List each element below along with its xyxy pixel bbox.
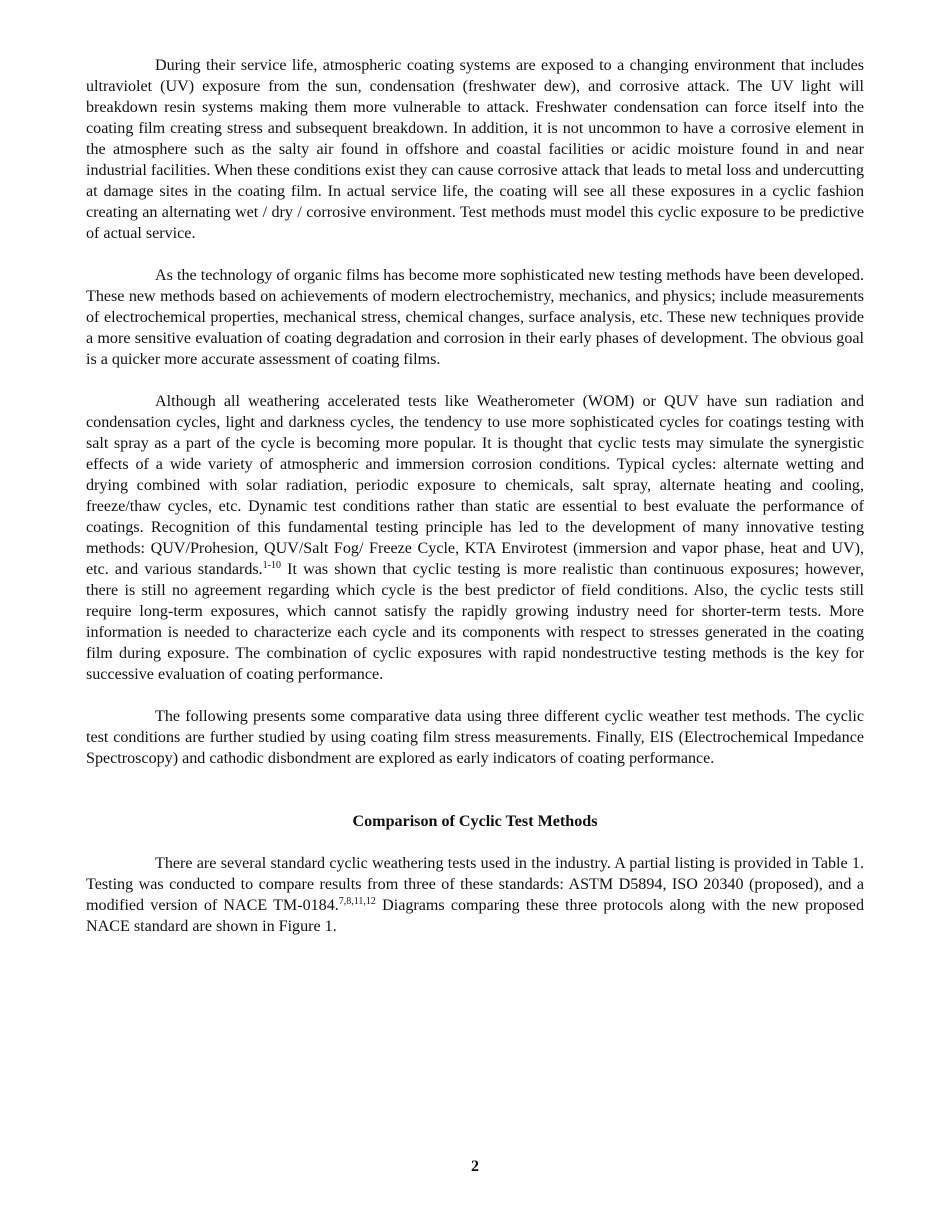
reference-superscript: 7,8,11,12 [338, 896, 376, 907]
paragraph-standard-tests-part-2: Diagrams comparing these three protocols along with the new proposed NACE standard are shown in Figure 1. [86, 897, 864, 935]
paragraph-standard-tests [86, 853, 864, 937]
section-heading: Comparison of Cyclic Test Methods [352, 813, 598, 830]
paragraph-cyclic-tests-part-2: It was shown that cyclic testing is more realistic than continuous exposures; however, there is still no agreement regarding which cycle is the best predictor of field conditions. Also, the cyclic tests still require long-term exposures, which cannot satisfy the rapidly growing industry need for shorter-term tests. More information is needed to characterize each cycle and its components with respect to stresses generated in the coating film during exposure. The combination of cyclic exposures with rapid nondestructive testing methods is the key for successive evaluation of coating performance. [86, 561, 864, 683]
page-number: 2 [471, 1158, 479, 1175]
page-body [86, 55, 864, 937]
paragraph-uv-exposure: During their service life, atmospheric coating systems are exposed to a changing environment that includes ultraviolet (UV) exposure from the sun, condensation (freshwater dew), and corrosive attack. The UV light will breakdown resin systems making them more vulnerable to attack. Freshwater condensation can force itself into the coating film creating stress and subsequent breakdown. In addition, it is not uncommon to have a corrosive element in the atmosphere such as the salty air found in offshore and coastal facilities or acidic moisture found in and near industrial facilities. When these conditions exist they can cause corrosive attack that leads to metal loss and undercutting at damage sites in the coating film. In actual service life, the coating will see all these exposures in a cyclic fashion creating an alternating wet / dry / corrosive environment. Test methods must model this cyclic exposure to be predictive of actual service. [86, 57, 864, 242]
paragraph-new-testing-methods: As the technology of organic films has become more sophisticated new testing methods have been developed. These new methods based on achievements of modern electrochemistry, mechanics, and physics; include measurements of electrochemical properties, mechanical stress, chemical changes, surface analysis, etc. These new techniques provide a more sensitive evaluation of coating degradation and corrosion in their early phases of development. The obvious goal is a quicker more accurate assessment of coating films. [86, 267, 864, 368]
reference-superscript: 1-10 [262, 560, 281, 571]
paragraph-cyclic-tests [86, 391, 864, 685]
paragraph-standard-tests-part-1: There are several standard cyclic weathering tests used in the industry. A partial listing is provided in Table 1. Testing was conducted to compare results from three of these standards: ASTM D5894, ISO 20340 (proposed), and a modified version of NACE TM-0184. [86, 855, 864, 914]
paragraph-comparative-data: The following presents some comparative data using three different cyclic weather test methods. The cyclic test conditions are further studied by using coating film stress measurements. Finally, EIS (Electrochemical Impedance Spectroscopy) and cathodic disbondment are explored as early indicators of coating performance. [86, 708, 864, 767]
paragraph-cyclic-tests-part-1: Although all weathering accelerated tests like Weatherometer (WOM) or QUV have sun radiation and condensation cycles, light and darkness cycles, the tendency to use more sophisticated cycles for coatings testing with salt spray as a part of the cycle is becoming more popular. It is thought that cyclic tests may simulate the synergistic effects of a wide variety of atmospheric and immersion corrosion conditions. Typical cycles: alternate wetting and drying combined with solar radiation, periodic exposure to chemicals, salt spray, alternate heating and cooling, freeze/thaw cycles, etc. Dynamic test conditions rather than static are essential to best evaluate the performance of coatings. Recognition of this fundamental testing principle has led to the development of many innovative testing methods: QUV/Prohesion, QUV/Salt Fog/ Freeze Cycle, KTA Envirotest (immersion and vapor phase, heat and UV), etc. and various standards. [86, 393, 864, 578]
